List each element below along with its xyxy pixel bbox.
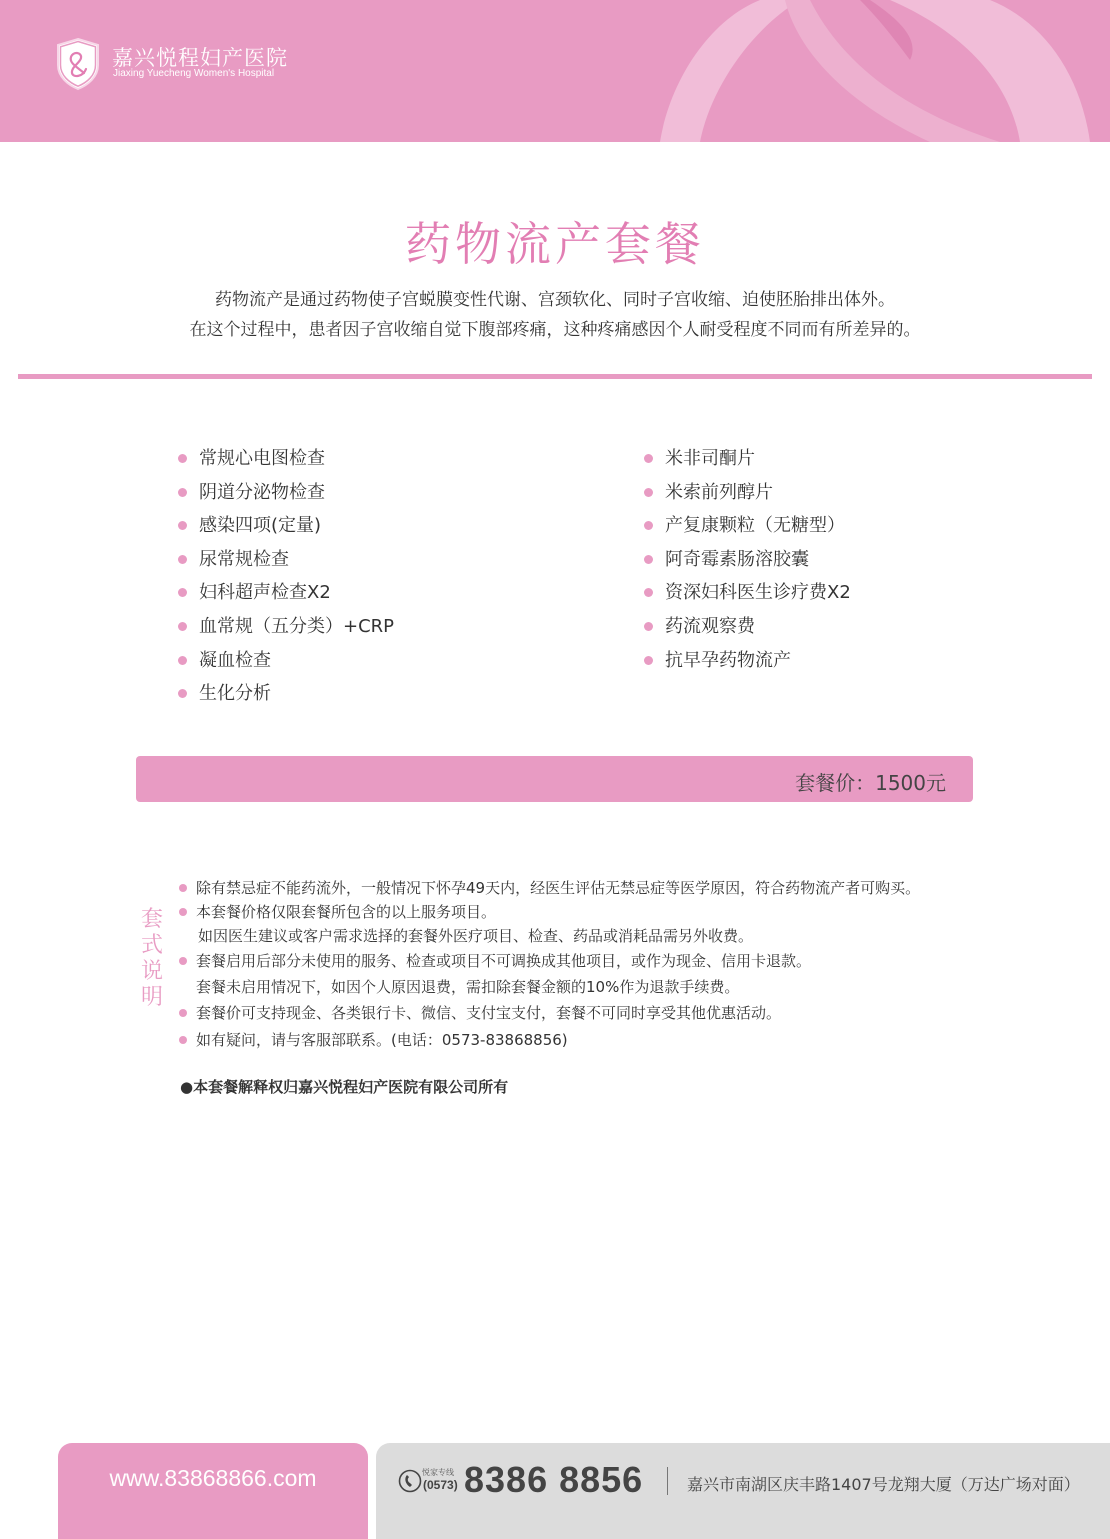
note-text: 套餐启用后部分未使用的服务、检查或项目不可调换成其他项目，或作为现金、信用卡退款。: [196, 952, 812, 970]
bullet-dot-icon: [644, 454, 653, 463]
note-line-continued: [198, 926, 753, 946]
footer-contact-panel: [376, 1443, 1110, 1539]
list-item: [178, 513, 394, 547]
bullet-dot-icon: [644, 656, 653, 665]
package-title: 药物流产套餐: [405, 217, 705, 271]
price-bar: [136, 756, 973, 802]
bullet-dot-icon: [179, 1009, 187, 1017]
list-item: [178, 480, 394, 514]
bullet-dot-icon: [178, 588, 187, 597]
note-text: 如有疑问，请与客服部联系。(电话：0573-83868856): [196, 1031, 568, 1049]
note-line: [196, 878, 920, 898]
bullet-dot-icon: [178, 521, 187, 530]
item-label: 阴道分泌物检查: [199, 481, 325, 503]
hospital-address: 嘉兴市南湖区庆丰路1407号龙翔大厦（万达广场对面）: [687, 1475, 1080, 1494]
list-item: [644, 547, 851, 581]
list-item: [644, 480, 851, 514]
phone-handset-icon: [398, 1469, 422, 1493]
item-label: 生化分析: [199, 683, 271, 705]
item-label: 药流观察费: [665, 615, 755, 637]
list-item: [644, 580, 851, 614]
item-label: 产复康颗粒（无糖型）: [665, 515, 845, 537]
bullet-dot-icon: [178, 656, 187, 665]
note-text: 套餐价可支持现金、各类银行卡、微信、支付宝支付，套餐不可同时享受其他优惠活动。: [196, 1004, 782, 1022]
item-label: 抗早孕药物流产: [665, 649, 791, 671]
list-item: [178, 580, 394, 614]
bullet-dot-icon: [178, 454, 187, 463]
note-line-continued: [196, 977, 739, 997]
list-item: [178, 446, 394, 480]
list-item: [178, 547, 394, 581]
items-list-right: [644, 446, 851, 681]
bullet-dot-icon: [644, 588, 653, 597]
hotline-label: 悦家专线: [422, 1468, 454, 1477]
package-price: 套餐价：1500元: [795, 771, 946, 795]
list-item: [644, 614, 851, 648]
bullet-dot-icon: [179, 1036, 187, 1044]
note-text: 套餐未启用情况下，如因个人原因退费，需扣除套餐金额的10%作为退款手续费。: [196, 978, 740, 996]
item-label: 米索前列醇片: [665, 481, 773, 503]
bullet-dot-icon: [179, 957, 187, 965]
list-item: [644, 648, 851, 682]
intro-line-2: 在这个过程中，患者因子宫收缩自觉下腹部疼痛，这种疼痛感因个人耐受程度不同而有所差异的。: [189, 320, 921, 340]
note-line: [196, 902, 496, 922]
notes-section-label: 套式说明: [140, 907, 163, 1010]
section-divider: [18, 374, 1092, 379]
website-link[interactable]: www.83868866.com: [109, 1465, 317, 1491]
items-list-left: [178, 446, 394, 715]
bullet-dot-icon: [178, 555, 187, 564]
ampersand-shield-icon: [55, 37, 101, 91]
hospital-name-en: Jiaxing Yuecheng Women's Hospital: [113, 68, 275, 79]
bullet-dot-icon: [644, 521, 653, 530]
bullet-dot-icon: [179, 884, 187, 892]
list-item: [644, 513, 851, 547]
footer-separator: [667, 1467, 668, 1495]
note-line: [196, 1003, 781, 1023]
bullet-dot-icon: [179, 908, 187, 916]
note-text: 本套餐价格仅限套餐所包含的以上服务项目。: [196, 903, 497, 921]
item-label: 凝血检查: [199, 649, 271, 671]
bullet-dot-icon: [644, 488, 653, 497]
item-label: 米非司酮片: [665, 448, 755, 469]
list-item: [644, 446, 851, 480]
item-label: 阿奇霉素肠溶胶囊: [665, 548, 809, 570]
bullet-dot-icon: [178, 488, 187, 497]
hospital-name-cn: 嘉兴悦程妇产医院: [112, 46, 288, 70]
intro-line-1: 药物流产是通过药物使子宫蜕膜变性代谢、宫颈软化、同时子宫收缩、迫使胚胎排出体外。: [215, 290, 895, 310]
item-label: 常规心电图检查: [199, 448, 325, 469]
phone-number[interactable]: 8386 8856: [464, 1459, 644, 1500]
item-label: 感染四项(定量): [199, 515, 322, 537]
list-item: [178, 681, 394, 715]
item-label: 血常规（五分类）+CRP: [199, 615, 395, 637]
bullet-dot-icon: [644, 555, 653, 564]
list-item: [178, 648, 394, 682]
footer-website-panel: [58, 1443, 368, 1539]
header-banner: [0, 0, 1110, 142]
note-text: 除有禁忌症不能药流外，一般情况下怀孕49天内，经医生评估无禁忌症等医学原因，符合药物流产者可购买。: [196, 879, 921, 897]
area-code: (0573): [423, 1478, 458, 1492]
note-line: [196, 1030, 568, 1050]
bullet-dot-icon: [178, 622, 187, 631]
item-label: 尿常规检查: [199, 548, 289, 570]
note-line: [196, 951, 811, 971]
bullet-dot-icon: [644, 622, 653, 631]
item-label: 资深妇科医生诊疗费X2: [665, 582, 851, 604]
item-label: 妇科超声检查X2: [199, 582, 331, 604]
bullet-dot-icon: [178, 689, 187, 698]
note-text: 如因医生建议或客户需求选择的套餐外医疗项目、检查、药品或消耗品需另外收费。: [198, 927, 754, 945]
list-item: [178, 614, 394, 648]
copyright-note: ●本套餐解释权归嘉兴悦程妇产医院有限公司所有: [180, 1078, 509, 1096]
